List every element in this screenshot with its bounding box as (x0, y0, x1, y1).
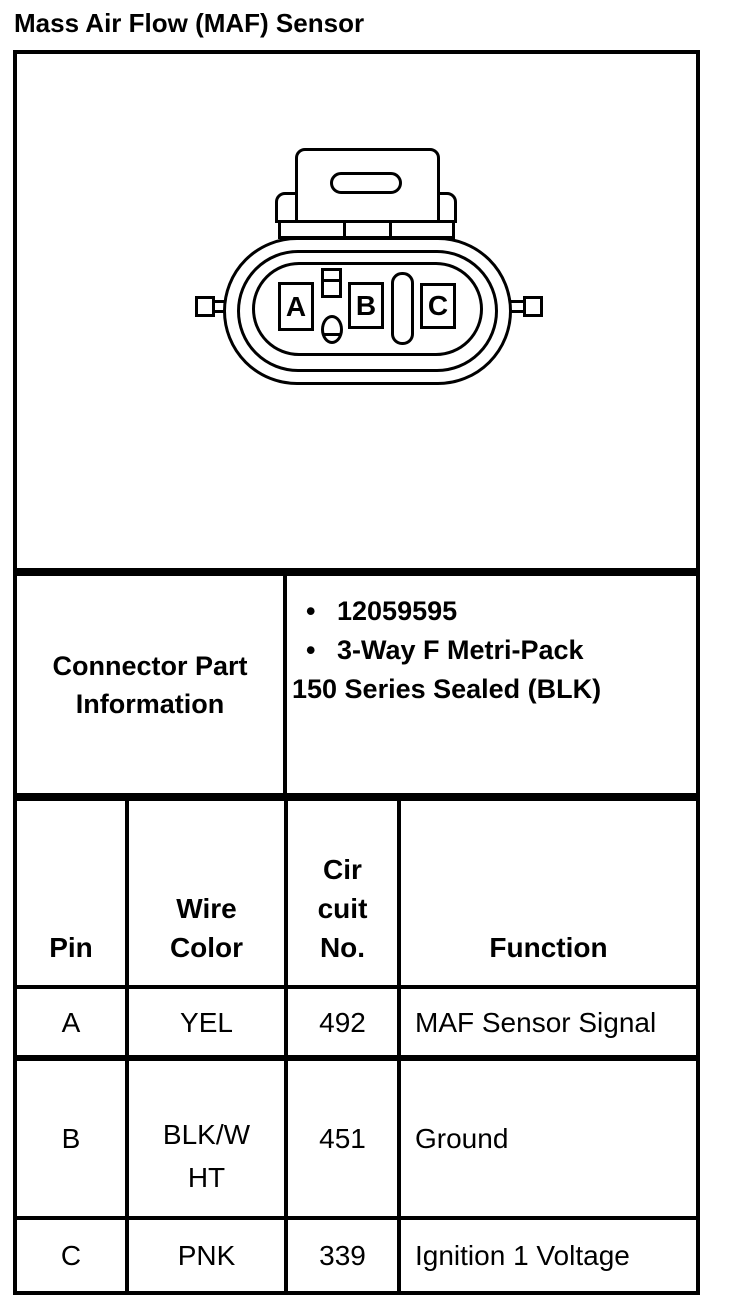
pin-table (13, 797, 700, 1295)
row-b-circuit-no-value: 451 (319, 1123, 366, 1154)
band-divider-left (343, 221, 346, 236)
part-info-details-cell (287, 576, 696, 793)
part-info-heading-line2: Information (75, 688, 225, 719)
header-circuit-line2: cuit (317, 893, 368, 924)
row-c-wire-color (129, 1220, 284, 1291)
part-info-heading (52, 647, 247, 723)
connector-type-wrap: 150 Series Sealed (BLK) (292, 674, 602, 704)
row-a-wire-color (129, 989, 284, 1055)
header-circuit-line1: Cir (323, 854, 362, 885)
connector-diagram (0, 0, 736, 572)
row-a-function-value: MAF Sensor Signal (415, 1006, 657, 1038)
row-a-circuit-no-value: 492 (319, 1006, 366, 1038)
pin-a-cavity (278, 282, 314, 331)
header-circuit-line3: No. (319, 932, 366, 963)
part-info-heading-cell (17, 576, 283, 793)
key-slot (321, 268, 342, 298)
pin-a-label: A (285, 290, 307, 322)
header-function-label: Function (489, 932, 608, 963)
pin-c-cavity (420, 283, 456, 329)
row-b-circuit-no (288, 1061, 397, 1216)
bullet-item (287, 592, 601, 631)
bullet-icon: • (306, 635, 316, 665)
bullet-icon: • (306, 596, 316, 626)
row-c-pin (17, 1220, 125, 1291)
part-info-details (287, 592, 601, 709)
row-a-wire-color-value: YEL (180, 1006, 233, 1038)
header-wire-color (129, 801, 284, 985)
row-c-wire-color-value: PNK (177, 1240, 236, 1271)
part-info-table (13, 572, 700, 797)
part-info-heading-line1: Connector Part (52, 650, 248, 681)
header-wire-line2: Color (169, 932, 244, 963)
band-divider-right (389, 221, 392, 236)
header-circuit-no (288, 801, 397, 985)
header-wire-line1: Wire (176, 893, 237, 924)
row-c-circuit-no (288, 1220, 397, 1291)
row-b-wire-line1: BLK/W (162, 1118, 251, 1150)
row-b-wire-color (129, 1061, 284, 1216)
bullet-item (287, 631, 601, 670)
header-pin-label: Pin (49, 932, 93, 963)
right-wing (523, 296, 543, 317)
page-title: Mass Air Flow (MAF) Sensor (14, 8, 365, 38)
row-b-wire-color-value (163, 1113, 250, 1199)
pin-c-label: C (427, 290, 449, 321)
row-c-circuit-no-value: 339 (319, 1240, 366, 1271)
row-c-function (401, 1220, 696, 1291)
row-b-function-value: Ground (415, 1123, 509, 1154)
pin-b-label: B (355, 289, 377, 321)
left-wing (195, 296, 215, 317)
connector-type: 3-Way F Metri-Pack (337, 635, 584, 665)
part-number: 12059595 (337, 596, 458, 626)
pin-b-cavity (348, 282, 384, 329)
row-c-function-value: Ignition 1 Voltage (415, 1240, 630, 1271)
row-a-function (401, 989, 696, 1055)
center-slot (391, 272, 414, 345)
header-wire-color-label (170, 889, 243, 967)
header-function (401, 801, 696, 985)
row-a-pin-value: A (61, 1006, 81, 1038)
row-a-pin (17, 989, 125, 1055)
alignment-circle-chord (324, 333, 340, 336)
row-b-wire-line2: HT (187, 1161, 226, 1193)
header-circuit-no-label (318, 850, 368, 967)
alignment-circle (321, 315, 343, 344)
row-b-pin (17, 1061, 125, 1216)
header-pin (17, 801, 125, 985)
row-a-circuit-no (288, 989, 397, 1055)
row-c-pin-value: C (60, 1240, 82, 1271)
row-b-pin-value: B (61, 1123, 81, 1154)
key-slot-divider (324, 279, 339, 282)
lock-tab-slot (330, 172, 402, 194)
row-b-function (401, 1061, 696, 1216)
